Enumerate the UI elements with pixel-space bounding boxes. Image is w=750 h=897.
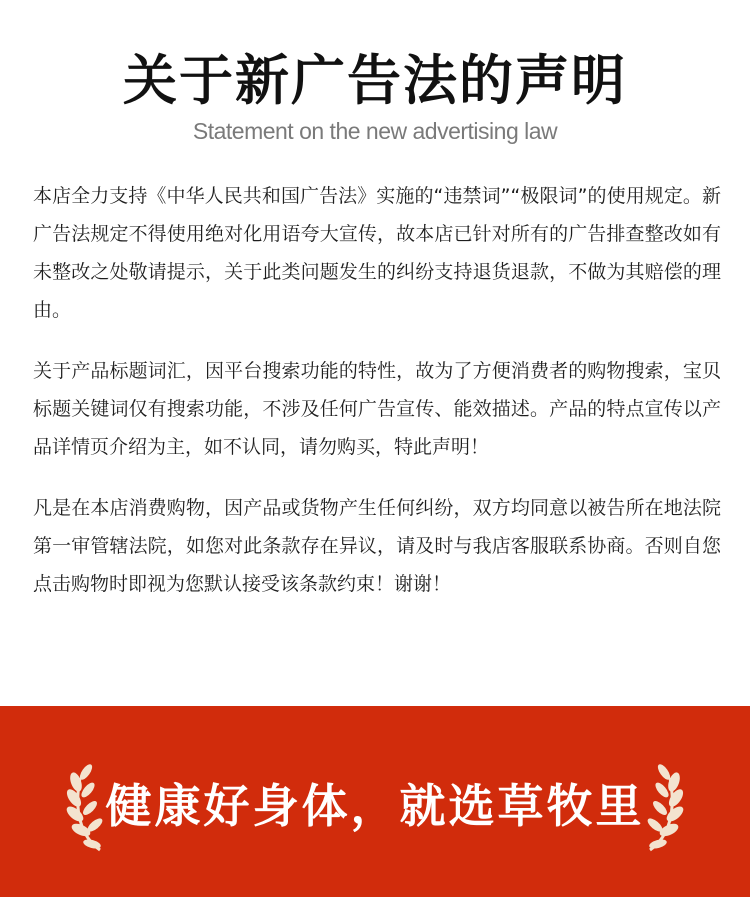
statement-paragraph-product-titles: 关于产品标题词汇，因平台搜索功能的特性，故为了方便消费者的购物搜索，宝贝标题关键词仅有搜索功能，不涉及任何广告宣传、能效描述。产品的特点宣传以产品详情页介绍为主，如不认同，请勿购买，特此声明！ (33, 360, 721, 458)
statement-paragraph-jurisdiction: 凡是在本店消费购物，因产品或货物产生任何纠纷，双方均同意以被告所在地法院第一审管辖法院，如您对此条款存在异议，请及时与我店客服联系协商。否则自您点击购物时即视为您默认接受该条款约束！谢谢！ (33, 497, 721, 595)
page-title: 关于新广告法的声明 (123, 49, 627, 112)
slogan-banner (0, 706, 750, 897)
slogan-text: 健康好身体，就选草牧里 (105, 779, 645, 833)
statement-paragraph-advertising-law: 本店全力支持《中华人民共和国广告法》实施的“违禁词”“极限词”的使用规定。新广告法规定不得使用绝对化用语夸大宣传，故本店已针对所有的广告排查整改如有未整改之处敬请提示，关于此类问题发生的纠纷支持退货退款，不做为其赔偿的理由。 (33, 185, 721, 321)
page-subtitle: Statement on the new advertising law (192, 118, 558, 144)
laurel-wreath-right-icon (638, 758, 684, 854)
